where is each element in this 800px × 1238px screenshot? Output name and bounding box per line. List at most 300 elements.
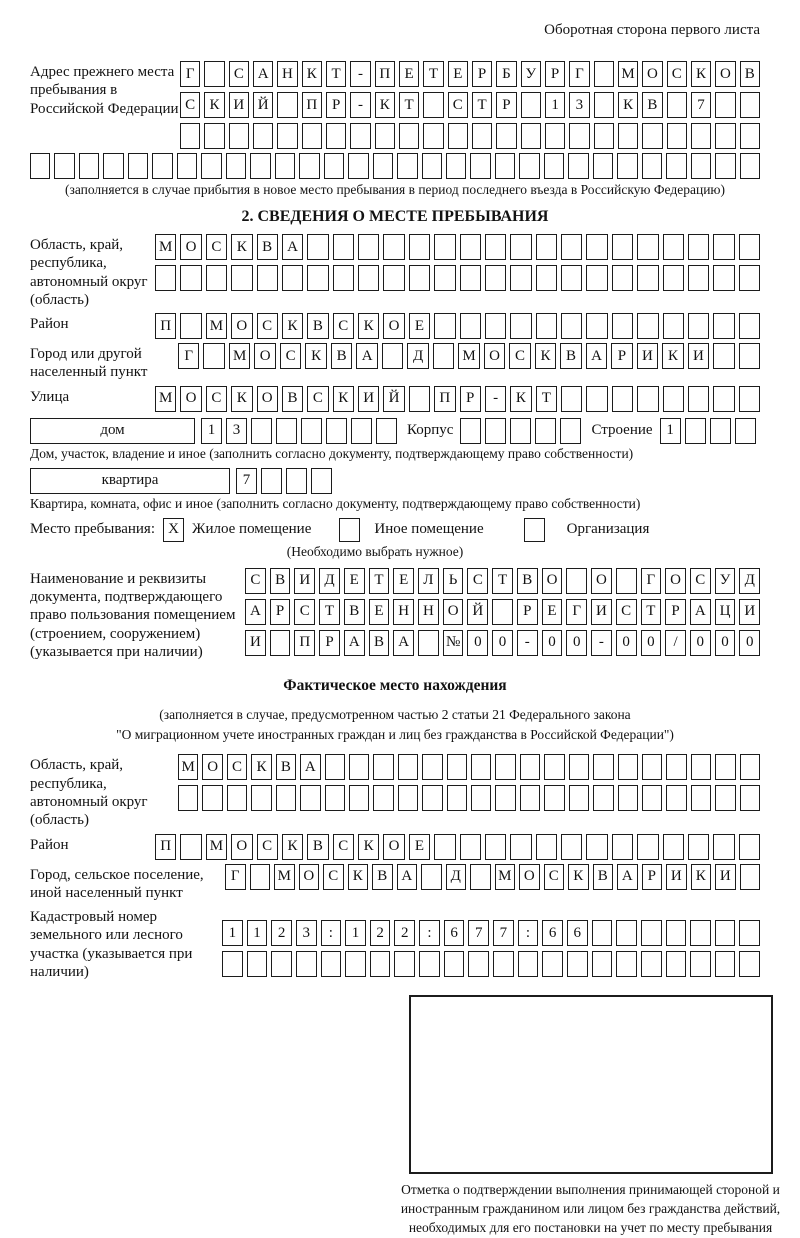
char-cell[interactable]: И bbox=[591, 599, 612, 625]
char-cell[interactable] bbox=[468, 951, 489, 977]
char-cell[interactable] bbox=[155, 265, 176, 291]
char-cell[interactable] bbox=[300, 785, 320, 811]
char-cell[interactable] bbox=[178, 785, 198, 811]
char-cell[interactable]: Н bbox=[418, 599, 439, 625]
char-cell[interactable] bbox=[568, 153, 588, 179]
char-cell[interactable] bbox=[277, 92, 297, 118]
char-cell[interactable]: П bbox=[302, 92, 322, 118]
char-cell[interactable] bbox=[460, 418, 481, 444]
char-cell[interactable] bbox=[321, 951, 342, 977]
char-cell[interactable] bbox=[561, 265, 582, 291]
char-cell[interactable]: О bbox=[383, 313, 404, 339]
char-cell[interactable] bbox=[713, 386, 734, 412]
char-cell[interactable]: 0 bbox=[616, 630, 637, 656]
char-cell[interactable] bbox=[637, 386, 658, 412]
char-cell[interactable]: 0 bbox=[690, 630, 711, 656]
char-cell[interactable]: 0 bbox=[467, 630, 488, 656]
char-cell[interactable]: С bbox=[307, 386, 328, 412]
char-cell[interactable]: А bbox=[300, 754, 320, 780]
char-cell[interactable] bbox=[180, 834, 201, 860]
char-cell[interactable] bbox=[349, 785, 369, 811]
char-cell[interactable] bbox=[739, 343, 760, 369]
char-cell[interactable]: 2 bbox=[394, 920, 415, 946]
char-cell[interactable]: 3 bbox=[296, 920, 317, 946]
char-cell[interactable] bbox=[325, 785, 345, 811]
char-cell[interactable] bbox=[593, 153, 613, 179]
char-cell[interactable]: С bbox=[333, 834, 354, 860]
char-cell[interactable] bbox=[663, 386, 684, 412]
char-cell[interactable]: П bbox=[375, 61, 395, 87]
char-cell[interactable] bbox=[569, 785, 589, 811]
char-cell[interactable] bbox=[740, 92, 760, 118]
char-cell[interactable] bbox=[739, 265, 760, 291]
char-cell[interactable] bbox=[204, 123, 224, 149]
char-cell[interactable]: Т bbox=[399, 92, 419, 118]
char-cell[interactable]: Н bbox=[393, 599, 414, 625]
char-cell[interactable] bbox=[561, 313, 582, 339]
char-cell[interactable]: - bbox=[485, 386, 506, 412]
char-cell[interactable] bbox=[460, 834, 481, 860]
char-cell[interactable] bbox=[715, 754, 735, 780]
char-cell[interactable]: С bbox=[180, 92, 200, 118]
char-cell[interactable] bbox=[666, 754, 686, 780]
char-cell[interactable] bbox=[560, 418, 581, 444]
char-cell[interactable] bbox=[423, 92, 443, 118]
char-cell[interactable] bbox=[739, 234, 760, 260]
char-cell[interactable]: Н bbox=[277, 61, 297, 87]
char-cell[interactable] bbox=[666, 785, 686, 811]
char-cell[interactable] bbox=[667, 92, 687, 118]
char-cell[interactable] bbox=[510, 418, 531, 444]
char-cell[interactable] bbox=[520, 785, 540, 811]
char-cell[interactable]: Б bbox=[496, 61, 516, 87]
char-cell[interactable] bbox=[333, 234, 354, 260]
char-cell[interactable]: В bbox=[331, 343, 352, 369]
char-cell[interactable] bbox=[472, 123, 492, 149]
char-cell[interactable]: В bbox=[307, 313, 328, 339]
char-cell[interactable] bbox=[740, 864, 761, 890]
char-cell[interactable]: 0 bbox=[739, 630, 760, 656]
char-cell[interactable]: 7 bbox=[468, 920, 489, 946]
char-cell[interactable]: Л bbox=[418, 568, 439, 594]
char-cell[interactable] bbox=[642, 123, 662, 149]
char-cell[interactable]: К bbox=[282, 313, 303, 339]
char-cell[interactable] bbox=[447, 754, 467, 780]
char-cell[interactable]: Т bbox=[492, 568, 513, 594]
char-cell[interactable]: В bbox=[560, 343, 581, 369]
char-cell[interactable]: К bbox=[691, 864, 712, 890]
char-cell[interactable] bbox=[471, 754, 491, 780]
char-cell[interactable] bbox=[544, 153, 564, 179]
char-cell[interactable]: С bbox=[206, 386, 227, 412]
char-cell[interactable] bbox=[691, 754, 711, 780]
char-cell[interactable] bbox=[370, 951, 391, 977]
char-cell[interactable] bbox=[593, 785, 613, 811]
char-cell[interactable] bbox=[434, 313, 455, 339]
char-cell[interactable] bbox=[715, 92, 735, 118]
char-cell[interactable] bbox=[373, 153, 393, 179]
char-cell[interactable] bbox=[739, 834, 760, 860]
char-cell[interactable]: В bbox=[270, 568, 291, 594]
char-cell[interactable]: 0 bbox=[566, 630, 587, 656]
char-cell[interactable] bbox=[250, 153, 270, 179]
char-cell[interactable]: А bbox=[356, 343, 377, 369]
char-cell[interactable]: С bbox=[280, 343, 301, 369]
char-cell[interactable] bbox=[617, 153, 637, 179]
char-cell[interactable]: Р bbox=[270, 599, 291, 625]
char-cell[interactable]: Ц bbox=[715, 599, 736, 625]
char-cell[interactable] bbox=[536, 234, 557, 260]
stay-option-other-checkbox[interactable] bbox=[339, 518, 360, 542]
char-cell[interactable]: Е bbox=[448, 61, 468, 87]
char-cell[interactable]: М bbox=[458, 343, 479, 369]
char-cell[interactable] bbox=[422, 754, 442, 780]
char-cell[interactable] bbox=[180, 265, 201, 291]
char-cell[interactable]: С bbox=[467, 568, 488, 594]
char-cell[interactable]: К bbox=[662, 343, 683, 369]
char-cell[interactable] bbox=[324, 153, 344, 179]
char-cell[interactable] bbox=[495, 785, 515, 811]
char-cell[interactable] bbox=[203, 343, 224, 369]
char-cell[interactable]: И bbox=[739, 599, 760, 625]
char-cell[interactable]: С bbox=[257, 313, 278, 339]
char-cell[interactable] bbox=[180, 123, 200, 149]
char-cell[interactable]: К bbox=[375, 92, 395, 118]
char-cell[interactable]: 6 bbox=[444, 920, 465, 946]
char-cell[interactable] bbox=[666, 153, 686, 179]
char-cell[interactable] bbox=[231, 265, 252, 291]
char-cell[interactable]: В bbox=[369, 630, 390, 656]
char-cell[interactable]: Г bbox=[569, 61, 589, 87]
char-cell[interactable] bbox=[715, 123, 735, 149]
char-cell[interactable] bbox=[376, 418, 397, 444]
char-cell[interactable]: К bbox=[231, 234, 252, 260]
stay-option-residential-checkbox[interactable]: X bbox=[163, 518, 184, 542]
char-cell[interactable]: К bbox=[510, 386, 531, 412]
char-cell[interactable] bbox=[307, 234, 328, 260]
char-cell[interactable] bbox=[637, 834, 658, 860]
char-cell[interactable] bbox=[325, 754, 345, 780]
char-cell[interactable] bbox=[421, 864, 442, 890]
char-cell[interactable]: И bbox=[358, 386, 379, 412]
char-cell[interactable] bbox=[103, 153, 123, 179]
char-cell[interactable] bbox=[739, 313, 760, 339]
char-cell[interactable] bbox=[128, 153, 148, 179]
char-cell[interactable]: В bbox=[307, 834, 328, 860]
char-cell[interactable]: Т bbox=[536, 386, 557, 412]
char-cell[interactable]: В bbox=[517, 568, 538, 594]
char-cell[interactable] bbox=[282, 265, 303, 291]
char-cell[interactable]: К bbox=[618, 92, 638, 118]
char-cell[interactable]: М bbox=[495, 864, 516, 890]
char-cell[interactable]: Е bbox=[409, 834, 430, 860]
char-cell[interactable]: Ь bbox=[443, 568, 464, 594]
char-cell[interactable]: К bbox=[231, 386, 252, 412]
char-cell[interactable] bbox=[612, 313, 633, 339]
char-cell[interactable]: О bbox=[519, 864, 540, 890]
char-cell[interactable]: 0 bbox=[492, 630, 513, 656]
char-cell[interactable]: О bbox=[180, 386, 201, 412]
char-cell[interactable]: К bbox=[358, 313, 379, 339]
char-cell[interactable] bbox=[201, 153, 221, 179]
char-cell[interactable] bbox=[713, 265, 734, 291]
char-cell[interactable]: А bbox=[690, 599, 711, 625]
char-cell[interactable]: Т bbox=[326, 61, 346, 87]
char-cell[interactable]: К bbox=[535, 343, 556, 369]
char-cell[interactable] bbox=[419, 951, 440, 977]
char-cell[interactable] bbox=[257, 265, 278, 291]
char-cell[interactable] bbox=[276, 418, 297, 444]
char-cell[interactable] bbox=[642, 754, 662, 780]
char-cell[interactable] bbox=[398, 754, 418, 780]
char-cell[interactable]: А bbox=[282, 234, 303, 260]
char-cell[interactable] bbox=[180, 313, 201, 339]
char-cell[interactable] bbox=[333, 265, 354, 291]
char-cell[interactable]: Р bbox=[611, 343, 632, 369]
char-cell[interactable] bbox=[690, 951, 711, 977]
char-cell[interactable] bbox=[612, 234, 633, 260]
char-cell[interactable] bbox=[399, 123, 419, 149]
char-cell[interactable]: - bbox=[517, 630, 538, 656]
char-cell[interactable]: Р bbox=[517, 599, 538, 625]
char-cell[interactable]: 7 bbox=[691, 92, 711, 118]
char-cell[interactable]: У bbox=[715, 568, 736, 594]
char-cell[interactable]: Й bbox=[253, 92, 273, 118]
char-cell[interactable] bbox=[345, 951, 366, 977]
char-cell[interactable] bbox=[326, 123, 346, 149]
char-cell[interactable] bbox=[739, 951, 760, 977]
char-cell[interactable] bbox=[448, 123, 468, 149]
char-cell[interactable] bbox=[247, 951, 268, 977]
char-cell[interactable]: Д bbox=[319, 568, 340, 594]
char-cell[interactable]: 6 bbox=[567, 920, 588, 946]
char-cell[interactable] bbox=[434, 834, 455, 860]
char-cell[interactable] bbox=[349, 754, 369, 780]
char-cell[interactable]: К bbox=[358, 834, 379, 860]
char-cell[interactable]: И bbox=[666, 864, 687, 890]
char-cell[interactable] bbox=[286, 468, 307, 494]
char-cell[interactable]: М bbox=[229, 343, 250, 369]
char-cell[interactable]: И bbox=[688, 343, 709, 369]
char-cell[interactable] bbox=[536, 834, 557, 860]
char-cell[interactable] bbox=[30, 153, 50, 179]
char-cell[interactable] bbox=[519, 153, 539, 179]
char-cell[interactable]: Д bbox=[739, 568, 760, 594]
char-cell[interactable]: Р bbox=[460, 386, 481, 412]
char-cell[interactable] bbox=[618, 123, 638, 149]
char-cell[interactable]: И bbox=[294, 568, 315, 594]
char-cell[interactable] bbox=[152, 153, 172, 179]
char-cell[interactable] bbox=[521, 123, 541, 149]
char-cell[interactable] bbox=[495, 153, 515, 179]
char-cell[interactable]: С bbox=[616, 599, 637, 625]
char-cell[interactable] bbox=[350, 123, 370, 149]
char-cell[interactable] bbox=[510, 234, 531, 260]
char-cell[interactable]: С bbox=[544, 864, 565, 890]
char-cell[interactable] bbox=[637, 313, 658, 339]
char-cell[interactable] bbox=[296, 951, 317, 977]
char-cell[interactable] bbox=[666, 951, 687, 977]
char-cell[interactable] bbox=[713, 234, 734, 260]
char-cell[interactable] bbox=[520, 754, 540, 780]
char-cell[interactable]: / bbox=[665, 630, 686, 656]
char-cell[interactable]: В bbox=[257, 234, 278, 260]
char-cell[interactable] bbox=[373, 754, 393, 780]
char-cell[interactable]: М bbox=[178, 754, 198, 780]
char-cell[interactable] bbox=[311, 468, 332, 494]
char-cell[interactable] bbox=[348, 153, 368, 179]
char-cell[interactable]: О bbox=[231, 313, 252, 339]
char-cell[interactable] bbox=[739, 920, 760, 946]
char-cell[interactable]: С bbox=[690, 568, 711, 594]
char-cell[interactable] bbox=[495, 754, 515, 780]
char-cell[interactable]: С bbox=[509, 343, 530, 369]
char-cell[interactable] bbox=[566, 568, 587, 594]
char-cell[interactable] bbox=[521, 92, 541, 118]
char-cell[interactable]: Е bbox=[369, 599, 390, 625]
char-cell[interactable]: - bbox=[591, 630, 612, 656]
char-cell[interactable]: : bbox=[321, 920, 342, 946]
char-cell[interactable]: О bbox=[591, 568, 612, 594]
char-cell[interactable] bbox=[586, 265, 607, 291]
char-cell[interactable] bbox=[271, 951, 292, 977]
char-cell[interactable]: Т bbox=[319, 599, 340, 625]
char-cell[interactable]: О bbox=[665, 568, 686, 594]
char-cell[interactable]: : bbox=[518, 920, 539, 946]
char-cell[interactable]: К bbox=[282, 834, 303, 860]
char-cell[interactable] bbox=[713, 313, 734, 339]
apartment-wide-box[interactable]: квартира bbox=[30, 468, 230, 494]
char-cell[interactable] bbox=[444, 951, 465, 977]
char-cell[interactable] bbox=[447, 785, 467, 811]
char-cell[interactable]: В bbox=[740, 61, 760, 87]
char-cell[interactable] bbox=[586, 234, 607, 260]
char-cell[interactable]: О bbox=[715, 61, 735, 87]
char-cell[interactable] bbox=[715, 785, 735, 811]
char-cell[interactable]: 7 bbox=[493, 920, 514, 946]
char-cell[interactable]: Е bbox=[344, 568, 365, 594]
char-cell[interactable]: 1 bbox=[201, 418, 222, 444]
char-cell[interactable] bbox=[302, 123, 322, 149]
char-cell[interactable]: В bbox=[642, 92, 662, 118]
char-cell[interactable]: Р bbox=[545, 61, 565, 87]
char-cell[interactable]: Г bbox=[180, 61, 200, 87]
char-cell[interactable] bbox=[261, 468, 282, 494]
char-cell[interactable]: Г bbox=[566, 599, 587, 625]
char-cell[interactable] bbox=[409, 234, 430, 260]
char-cell[interactable] bbox=[177, 153, 197, 179]
char-cell[interactable] bbox=[422, 785, 442, 811]
char-cell[interactable]: Е bbox=[399, 61, 419, 87]
char-cell[interactable] bbox=[307, 265, 328, 291]
char-cell[interactable] bbox=[226, 153, 246, 179]
char-cell[interactable] bbox=[663, 265, 684, 291]
char-cell[interactable]: М bbox=[206, 834, 227, 860]
char-cell[interactable]: С bbox=[229, 61, 249, 87]
char-cell[interactable]: Г bbox=[225, 864, 246, 890]
char-cell[interactable]: Й bbox=[467, 599, 488, 625]
char-cell[interactable]: А bbox=[253, 61, 273, 87]
char-cell[interactable]: О bbox=[484, 343, 505, 369]
char-cell[interactable] bbox=[612, 834, 633, 860]
char-cell[interactable] bbox=[460, 313, 481, 339]
char-cell[interactable] bbox=[485, 313, 506, 339]
char-cell[interactable] bbox=[398, 785, 418, 811]
char-cell[interactable] bbox=[688, 834, 709, 860]
char-cell[interactable]: М bbox=[206, 313, 227, 339]
char-cell[interactable] bbox=[688, 234, 709, 260]
char-cell[interactable] bbox=[542, 951, 563, 977]
char-cell[interactable] bbox=[544, 754, 564, 780]
char-cell[interactable] bbox=[397, 153, 417, 179]
char-cell[interactable] bbox=[618, 785, 638, 811]
char-cell[interactable]: В bbox=[276, 754, 296, 780]
char-cell[interactable] bbox=[485, 834, 506, 860]
char-cell[interactable]: 0 bbox=[641, 630, 662, 656]
char-cell[interactable] bbox=[535, 418, 556, 444]
char-cell[interactable] bbox=[740, 754, 760, 780]
char-cell[interactable] bbox=[618, 754, 638, 780]
char-cell[interactable] bbox=[301, 418, 322, 444]
char-cell[interactable] bbox=[612, 386, 633, 412]
char-cell[interactable] bbox=[383, 265, 404, 291]
char-cell[interactable]: Р bbox=[642, 864, 663, 890]
char-cell[interactable] bbox=[375, 123, 395, 149]
char-cell[interactable] bbox=[667, 123, 687, 149]
char-cell[interactable]: Е bbox=[393, 568, 414, 594]
char-cell[interactable]: 1 bbox=[660, 418, 681, 444]
char-cell[interactable]: М bbox=[274, 864, 295, 890]
char-cell[interactable]: С bbox=[227, 754, 247, 780]
char-cell[interactable] bbox=[471, 785, 491, 811]
char-cell[interactable] bbox=[688, 313, 709, 339]
char-cell[interactable] bbox=[663, 313, 684, 339]
char-cell[interactable] bbox=[492, 599, 513, 625]
char-cell[interactable] bbox=[586, 386, 607, 412]
char-cell[interactable] bbox=[735, 418, 756, 444]
char-cell[interactable] bbox=[691, 123, 711, 149]
char-cell[interactable]: А bbox=[344, 630, 365, 656]
char-cell[interactable]: Й bbox=[383, 386, 404, 412]
char-cell[interactable] bbox=[54, 153, 74, 179]
char-cell[interactable] bbox=[496, 123, 516, 149]
char-cell[interactable] bbox=[685, 418, 706, 444]
char-cell[interactable] bbox=[510, 313, 531, 339]
char-cell[interactable] bbox=[715, 153, 735, 179]
char-cell[interactable]: 3 bbox=[569, 92, 589, 118]
char-cell[interactable] bbox=[545, 123, 565, 149]
char-cell[interactable]: О bbox=[231, 834, 252, 860]
char-cell[interactable] bbox=[740, 123, 760, 149]
char-cell[interactable] bbox=[79, 153, 99, 179]
char-cell[interactable]: О bbox=[443, 599, 464, 625]
char-cell[interactable] bbox=[688, 265, 709, 291]
char-cell[interactable]: К bbox=[568, 864, 589, 890]
char-cell[interactable] bbox=[593, 754, 613, 780]
char-cell[interactable]: И bbox=[715, 864, 736, 890]
char-cell[interactable] bbox=[299, 153, 319, 179]
char-cell[interactable] bbox=[485, 234, 506, 260]
char-cell[interactable]: Д bbox=[446, 864, 467, 890]
char-cell[interactable]: 7 bbox=[236, 468, 257, 494]
char-cell[interactable] bbox=[275, 153, 295, 179]
char-cell[interactable]: А bbox=[393, 630, 414, 656]
char-cell[interactable]: А bbox=[397, 864, 418, 890]
char-cell[interactable] bbox=[418, 630, 439, 656]
char-cell[interactable] bbox=[470, 153, 490, 179]
char-cell[interactable]: О bbox=[542, 568, 563, 594]
char-cell[interactable] bbox=[536, 265, 557, 291]
